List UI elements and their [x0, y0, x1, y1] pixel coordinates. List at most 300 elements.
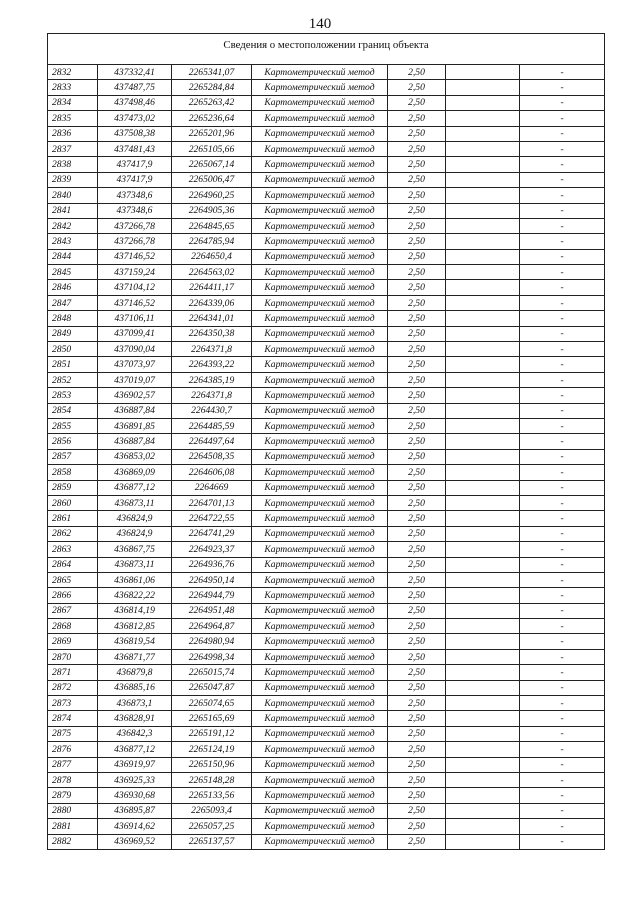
- method-cell: Картометрический метод: [252, 788, 388, 803]
- table-row: [48, 249, 605, 264]
- table-row: [48, 188, 605, 203]
- y-coordinate-cell: 2265263,42: [172, 95, 252, 110]
- table-row: [48, 234, 605, 249]
- y-coordinate-cell: 2264497,64: [172, 434, 252, 449]
- table-row: [48, 557, 605, 572]
- method-cell: Картометрический метод: [252, 311, 388, 326]
- method-cell: Картометрический метод: [252, 65, 388, 80]
- accuracy-cell: 2,50: [388, 218, 446, 233]
- extra-cell: [446, 634, 520, 649]
- y-coordinate-cell: 2264950,14: [172, 572, 252, 587]
- y-coordinate-cell: 2264508,35: [172, 449, 252, 464]
- point-number-cell: 2872: [48, 680, 98, 695]
- table-row: [48, 619, 605, 634]
- y-coordinate-cell: 2265057,25: [172, 819, 252, 834]
- accuracy-cell: 2,50: [388, 157, 446, 172]
- page-number: 140: [308, 16, 332, 32]
- point-number-cell: 2867: [48, 603, 98, 618]
- y-coordinate-cell: 2264371,8: [172, 342, 252, 357]
- x-coordinate-cell: 436930,68: [98, 788, 172, 803]
- point-number-cell: 2853: [48, 388, 98, 403]
- point-number-cell: 2839: [48, 172, 98, 187]
- x-coordinate-cell: 437498,46: [98, 95, 172, 110]
- extra-cell: [446, 126, 520, 141]
- point-number-cell: 2868: [48, 619, 98, 634]
- y-coordinate-cell: 2264701,13: [172, 495, 252, 510]
- accuracy-cell: 2,50: [388, 649, 446, 664]
- point-number-cell: 2859: [48, 480, 98, 495]
- accuracy-cell: 2,50: [388, 803, 446, 818]
- y-coordinate-cell: 2264350,38: [172, 326, 252, 341]
- accuracy-cell: 2,50: [388, 141, 446, 156]
- y-coordinate-cell: 2264385,19: [172, 372, 252, 387]
- x-coordinate-cell: 436885,16: [98, 680, 172, 695]
- point-number-cell: 2838: [48, 157, 98, 172]
- extra-cell: [446, 511, 520, 526]
- accuracy-cell: 2,50: [388, 726, 446, 741]
- table-row: [48, 172, 605, 187]
- table-row: [48, 326, 605, 341]
- x-coordinate-cell: 437487,75: [98, 80, 172, 95]
- x-coordinate-cell: 436887,84: [98, 434, 172, 449]
- y-coordinate-cell: 2264741,29: [172, 526, 252, 541]
- extra-cell: [446, 757, 520, 772]
- accuracy-cell: 2,50: [388, 372, 446, 387]
- accuracy-cell: 2,50: [388, 588, 446, 603]
- x-coordinate-cell: 437266,78: [98, 218, 172, 233]
- accuracy-cell: 2,50: [388, 680, 446, 695]
- description-cell: -: [520, 172, 605, 187]
- description-cell: -: [520, 803, 605, 818]
- table-row: [48, 757, 605, 772]
- accuracy-cell: 2,50: [388, 557, 446, 572]
- y-coordinate-cell: 2265093,4: [172, 803, 252, 818]
- table-row: [48, 388, 605, 403]
- extra-cell: [446, 218, 520, 233]
- accuracy-cell: 2,50: [388, 203, 446, 218]
- table-row: [48, 495, 605, 510]
- extra-cell: [446, 696, 520, 711]
- description-cell: -: [520, 388, 605, 403]
- x-coordinate-cell: 436887,84: [98, 403, 172, 418]
- accuracy-cell: 2,50: [388, 172, 446, 187]
- description-cell: -: [520, 342, 605, 357]
- x-coordinate-cell: 436895,87: [98, 803, 172, 818]
- y-coordinate-cell: 2264341,01: [172, 311, 252, 326]
- description-cell: -: [520, 418, 605, 433]
- extra-cell: [446, 711, 520, 726]
- x-coordinate-cell: 436925,33: [98, 772, 172, 787]
- x-coordinate-cell: 437159,24: [98, 265, 172, 280]
- point-number-cell: 2857: [48, 449, 98, 464]
- method-cell: Картометрический метод: [252, 80, 388, 95]
- table-row: [48, 372, 605, 387]
- accuracy-cell: 2,50: [388, 418, 446, 433]
- description-cell: -: [520, 111, 605, 126]
- point-number-cell: 2834: [48, 95, 98, 110]
- x-coordinate-cell: 436879,8: [98, 665, 172, 680]
- point-number-cell: 2851: [48, 357, 98, 372]
- point-number-cell: 2854: [48, 403, 98, 418]
- table-row: [48, 680, 605, 695]
- table-row: [48, 572, 605, 587]
- extra-cell: [446, 542, 520, 557]
- y-coordinate-cell: 2264845,65: [172, 218, 252, 233]
- table-row: [48, 465, 605, 480]
- extra-cell: [446, 480, 520, 495]
- y-coordinate-cell: 2265191,12: [172, 726, 252, 741]
- method-cell: Картометрический метод: [252, 157, 388, 172]
- method-cell: Картометрический метод: [252, 111, 388, 126]
- method-cell: Картометрический метод: [252, 511, 388, 526]
- extra-cell: [446, 665, 520, 680]
- extra-cell: [446, 326, 520, 341]
- extra-cell: [446, 388, 520, 403]
- method-cell: Картометрический метод: [252, 326, 388, 341]
- y-coordinate-cell: 2265137,57: [172, 834, 252, 849]
- y-coordinate-cell: 2264650,4: [172, 249, 252, 264]
- accuracy-cell: 2,50: [388, 249, 446, 264]
- extra-cell: [446, 603, 520, 618]
- extra-cell: [446, 311, 520, 326]
- description-cell: -: [520, 757, 605, 772]
- method-cell: Картометрический метод: [252, 280, 388, 295]
- point-number-cell: 2833: [48, 80, 98, 95]
- y-coordinate-cell: 2264669: [172, 480, 252, 495]
- description-cell: -: [520, 588, 605, 603]
- table-row: [48, 295, 605, 310]
- point-number-cell: 2866: [48, 588, 98, 603]
- table-row: [48, 126, 605, 141]
- point-number-cell: 2832: [48, 65, 98, 80]
- method-cell: Картометрический метод: [252, 403, 388, 418]
- accuracy-cell: 2,50: [388, 234, 446, 249]
- accuracy-cell: 2,50: [388, 542, 446, 557]
- description-cell: -: [520, 542, 605, 557]
- point-number-cell: 2881: [48, 819, 98, 834]
- y-coordinate-cell: 2265165,69: [172, 711, 252, 726]
- extra-cell: [446, 157, 520, 172]
- extra-cell: [446, 141, 520, 156]
- method-cell: Картометрический метод: [252, 126, 388, 141]
- y-coordinate-cell: 2265067,14: [172, 157, 252, 172]
- table-row: [48, 480, 605, 495]
- table-title: Сведения о местоположении границ объекта: [48, 34, 605, 65]
- method-cell: Картометрический метод: [252, 249, 388, 264]
- method-cell: Картометрический метод: [252, 819, 388, 834]
- table-row: [48, 603, 605, 618]
- accuracy-cell: 2,50: [388, 326, 446, 341]
- method-cell: Картометрический метод: [252, 803, 388, 818]
- method-cell: Картометрический метод: [252, 203, 388, 218]
- x-coordinate-cell: 437106,11: [98, 311, 172, 326]
- x-coordinate-cell: 436873,1: [98, 696, 172, 711]
- y-coordinate-cell: 2264951,48: [172, 603, 252, 618]
- point-number-cell: 2842: [48, 218, 98, 233]
- table-row: [48, 280, 605, 295]
- y-coordinate-cell: 2264339,06: [172, 295, 252, 310]
- description-cell: -: [520, 665, 605, 680]
- description-cell: -: [520, 95, 605, 110]
- extra-cell: [446, 803, 520, 818]
- x-coordinate-cell: 437508,38: [98, 126, 172, 141]
- extra-cell: [446, 188, 520, 203]
- description-cell: -: [520, 265, 605, 280]
- table-row: [48, 803, 605, 818]
- point-number-cell: 2862: [48, 526, 98, 541]
- extra-cell: [446, 680, 520, 695]
- y-coordinate-cell: 2265201,96: [172, 126, 252, 141]
- method-cell: Картометрический метод: [252, 680, 388, 695]
- accuracy-cell: 2,50: [388, 757, 446, 772]
- accuracy-cell: 2,50: [388, 357, 446, 372]
- description-cell: -: [520, 218, 605, 233]
- x-coordinate-cell: 437099,41: [98, 326, 172, 341]
- x-coordinate-cell: 436873,11: [98, 495, 172, 510]
- method-cell: Картометрический метод: [252, 418, 388, 433]
- description-cell: -: [520, 65, 605, 80]
- description-cell: -: [520, 188, 605, 203]
- method-cell: Картометрический метод: [252, 603, 388, 618]
- y-coordinate-cell: 2264944,79: [172, 588, 252, 603]
- point-number-cell: 2864: [48, 557, 98, 572]
- description-cell: -: [520, 311, 605, 326]
- point-number-cell: 2882: [48, 834, 98, 849]
- accuracy-cell: 2,50: [388, 834, 446, 849]
- y-coordinate-cell: 2265105,66: [172, 141, 252, 156]
- y-coordinate-cell: 2264722,55: [172, 511, 252, 526]
- description-cell: -: [520, 711, 605, 726]
- x-coordinate-cell: 437348,6: [98, 188, 172, 203]
- y-coordinate-cell: 2264393,22: [172, 357, 252, 372]
- method-cell: Картометрический метод: [252, 711, 388, 726]
- extra-cell: [446, 495, 520, 510]
- extra-cell: [446, 403, 520, 418]
- y-coordinate-cell: 2265341,07: [172, 65, 252, 80]
- point-number-cell: 2852: [48, 372, 98, 387]
- point-number-cell: 2860: [48, 495, 98, 510]
- method-cell: Картометрический метод: [252, 772, 388, 787]
- method-cell: Картометрический метод: [252, 480, 388, 495]
- x-coordinate-cell: 437417,9: [98, 157, 172, 172]
- extra-cell: [446, 449, 520, 464]
- extra-cell: [446, 95, 520, 110]
- accuracy-cell: 2,50: [388, 742, 446, 757]
- y-coordinate-cell: 2264606,08: [172, 465, 252, 480]
- table-title-row: [48, 34, 605, 65]
- extra-cell: [446, 249, 520, 264]
- accuracy-cell: 2,50: [388, 480, 446, 495]
- x-coordinate-cell: 437073,97: [98, 357, 172, 372]
- table-body: [48, 65, 605, 850]
- x-coordinate-cell: 436861,06: [98, 572, 172, 587]
- description-cell: -: [520, 80, 605, 95]
- y-coordinate-cell: 2264936,76: [172, 557, 252, 572]
- table-row: [48, 819, 605, 834]
- y-coordinate-cell: 2264411,17: [172, 280, 252, 295]
- description-cell: -: [520, 480, 605, 495]
- method-cell: Картометрический метод: [252, 572, 388, 587]
- method-cell: Картометрический метод: [252, 649, 388, 664]
- accuracy-cell: 2,50: [388, 696, 446, 711]
- table-row: [48, 65, 605, 80]
- table-row: [48, 218, 605, 233]
- y-coordinate-cell: 2264563,02: [172, 265, 252, 280]
- y-coordinate-cell: 2265015,74: [172, 665, 252, 680]
- description-cell: -: [520, 557, 605, 572]
- accuracy-cell: 2,50: [388, 403, 446, 418]
- point-number-cell: 2869: [48, 634, 98, 649]
- method-cell: Картометрический метод: [252, 265, 388, 280]
- point-number-cell: 2873: [48, 696, 98, 711]
- method-cell: Картометрический метод: [252, 495, 388, 510]
- point-number-cell: 2835: [48, 111, 98, 126]
- x-coordinate-cell: 437332,41: [98, 65, 172, 80]
- description-cell: -: [520, 696, 605, 711]
- point-number-cell: 2837: [48, 141, 98, 156]
- method-cell: Картометрический метод: [252, 218, 388, 233]
- point-number-cell: 2877: [48, 757, 98, 772]
- description-cell: -: [520, 434, 605, 449]
- y-coordinate-cell: 2265133,56: [172, 788, 252, 803]
- accuracy-cell: 2,50: [388, 495, 446, 510]
- extra-cell: [446, 465, 520, 480]
- extra-cell: [446, 80, 520, 95]
- x-coordinate-cell: 437348,6: [98, 203, 172, 218]
- point-number-cell: 2876: [48, 742, 98, 757]
- description-cell: -: [520, 726, 605, 741]
- extra-cell: [446, 772, 520, 787]
- extra-cell: [446, 342, 520, 357]
- point-number-cell: 2878: [48, 772, 98, 787]
- method-cell: Картометрический метод: [252, 234, 388, 249]
- method-cell: Картометрический метод: [252, 742, 388, 757]
- y-coordinate-cell: 2264923,37: [172, 542, 252, 557]
- description-cell: -: [520, 634, 605, 649]
- y-coordinate-cell: 2264964,87: [172, 619, 252, 634]
- description-cell: -: [520, 295, 605, 310]
- y-coordinate-cell: 2265047,87: [172, 680, 252, 695]
- method-cell: Картометрический метод: [252, 449, 388, 464]
- description-cell: -: [520, 157, 605, 172]
- accuracy-cell: 2,50: [388, 65, 446, 80]
- description-cell: -: [520, 126, 605, 141]
- y-coordinate-cell: 2265284,84: [172, 80, 252, 95]
- point-number-cell: 2874: [48, 711, 98, 726]
- accuracy-cell: 2,50: [388, 342, 446, 357]
- accuracy-cell: 2,50: [388, 111, 446, 126]
- y-coordinate-cell: 2264905,36: [172, 203, 252, 218]
- table-row: [48, 726, 605, 741]
- extra-cell: [446, 588, 520, 603]
- table-row: [48, 311, 605, 326]
- method-cell: Картометрический метод: [252, 372, 388, 387]
- extra-cell: [446, 557, 520, 572]
- x-coordinate-cell: 437473,02: [98, 111, 172, 126]
- accuracy-cell: 2,50: [388, 634, 446, 649]
- accuracy-cell: 2,50: [388, 434, 446, 449]
- description-cell: -: [520, 249, 605, 264]
- point-number-cell: 2843: [48, 234, 98, 249]
- extra-cell: [446, 234, 520, 249]
- y-coordinate-cell: 2264430,7: [172, 403, 252, 418]
- description-cell: -: [520, 449, 605, 464]
- table-row: [48, 788, 605, 803]
- method-cell: Картометрический метод: [252, 757, 388, 772]
- accuracy-cell: 2,50: [388, 603, 446, 618]
- extra-cell: [446, 295, 520, 310]
- accuracy-cell: 2,50: [388, 572, 446, 587]
- y-coordinate-cell: 2265150,96: [172, 757, 252, 772]
- extra-cell: [446, 788, 520, 803]
- y-coordinate-cell: 2265124,19: [172, 742, 252, 757]
- description-cell: -: [520, 819, 605, 834]
- point-number-cell: 2844: [48, 249, 98, 264]
- accuracy-cell: 2,50: [388, 95, 446, 110]
- y-coordinate-cell: 2264371,8: [172, 388, 252, 403]
- extra-cell: [446, 418, 520, 433]
- description-cell: -: [520, 603, 605, 618]
- accuracy-cell: 2,50: [388, 126, 446, 141]
- description-cell: -: [520, 465, 605, 480]
- extra-cell: [446, 280, 520, 295]
- accuracy-cell: 2,50: [388, 619, 446, 634]
- x-coordinate-cell: 437104,12: [98, 280, 172, 295]
- description-cell: -: [520, 234, 605, 249]
- description-cell: -: [520, 772, 605, 787]
- extra-cell: [446, 265, 520, 280]
- method-cell: Картометрический метод: [252, 295, 388, 310]
- point-number-cell: 2849: [48, 326, 98, 341]
- x-coordinate-cell: 437266,78: [98, 234, 172, 249]
- x-coordinate-cell: 436853,02: [98, 449, 172, 464]
- point-number-cell: 2871: [48, 665, 98, 680]
- description-cell: -: [520, 526, 605, 541]
- table-row: [48, 526, 605, 541]
- description-cell: -: [520, 495, 605, 510]
- point-number-cell: 2865: [48, 572, 98, 587]
- x-coordinate-cell: 436824,9: [98, 526, 172, 541]
- description-cell: -: [520, 680, 605, 695]
- x-coordinate-cell: 436891,85: [98, 418, 172, 433]
- y-coordinate-cell: 2264785,94: [172, 234, 252, 249]
- table-row: [48, 542, 605, 557]
- extra-cell: [446, 434, 520, 449]
- point-number-cell: 2875: [48, 726, 98, 741]
- table-row: [48, 511, 605, 526]
- x-coordinate-cell: 436819,54: [98, 634, 172, 649]
- point-number-cell: 2847: [48, 295, 98, 310]
- x-coordinate-cell: 436867,75: [98, 542, 172, 557]
- point-number-cell: 2840: [48, 188, 98, 203]
- accuracy-cell: 2,50: [388, 311, 446, 326]
- extra-cell: [446, 619, 520, 634]
- accuracy-cell: 2,50: [388, 449, 446, 464]
- method-cell: Картометрический метод: [252, 434, 388, 449]
- accuracy-cell: 2,50: [388, 711, 446, 726]
- x-coordinate-cell: 437090,04: [98, 342, 172, 357]
- extra-cell: [446, 65, 520, 80]
- extra-cell: [446, 203, 520, 218]
- x-coordinate-cell: 436969,52: [98, 834, 172, 849]
- description-cell: -: [520, 511, 605, 526]
- point-number-cell: 2870: [48, 649, 98, 664]
- method-cell: Картометрический метод: [252, 342, 388, 357]
- method-cell: Картометрический метод: [252, 172, 388, 187]
- table-row: [48, 742, 605, 757]
- x-coordinate-cell: 436812,85: [98, 619, 172, 634]
- table-row: [48, 711, 605, 726]
